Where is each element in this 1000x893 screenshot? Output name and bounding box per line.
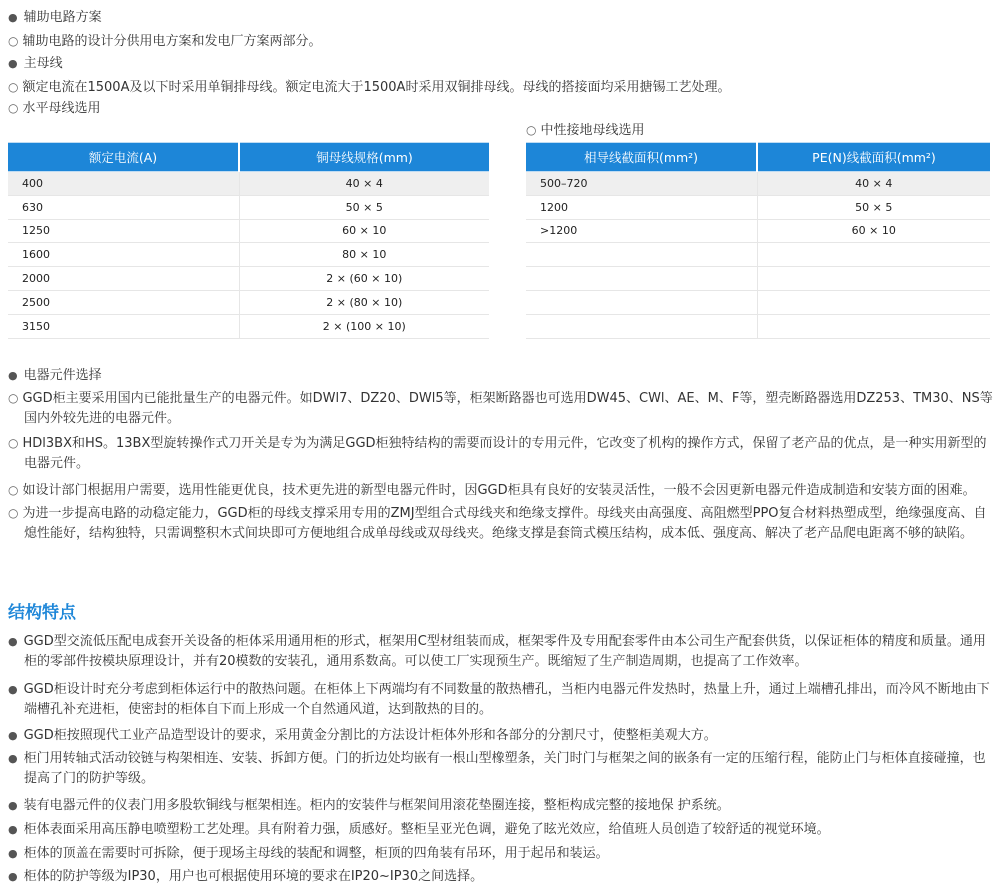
table-row — [526, 172, 990, 196]
table-cell: 40 × 4 — [757, 172, 990, 196]
components-title — [8, 366, 994, 386]
table-cell — [757, 314, 990, 338]
table-cell: 40 × 4 — [239, 172, 489, 196]
table-row — [526, 243, 990, 267]
horizontal-bus-table — [8, 142, 489, 339]
list-item — [8, 749, 994, 789]
structure-features-title: 结构特点 — [8, 603, 76, 623]
list-item — [8, 480, 994, 501]
list-item — [8, 796, 994, 816]
list-item — [8, 632, 994, 672]
list-item-text: GGD柜设计时充分考虑到柜体运行中的散热问题。在柜体上下两端均有不同数量的散热槽孔，当柜内电器元件发热时，热量上升，通过上端槽孔排出，而冷风不断地由下端槽孔补充进柜，使密封的柜体自下而上形成一个自然通风道，达到散热的目的。 — [23, 682, 990, 717]
table-cell: 50 × 5 — [239, 195, 489, 219]
list-item — [8, 503, 994, 544]
neutral-bus-table — [526, 142, 990, 339]
table-cell — [526, 243, 757, 267]
neutral-bus-caption-text: 中性接地母线选用 — [540, 123, 645, 138]
table-row — [8, 290, 489, 314]
table-cell: 630 — [8, 195, 239, 219]
table-cell: 1200 — [526, 195, 757, 219]
table-cell: 2 × (60 × 10) — [239, 267, 489, 291]
main-bus-desc-text: 额定电流在1500A及以下时采用单铜排母线。额定电流大于1500A时采用双铜排母线。母线的搭接面均采用搪锡工艺处理。 — [22, 80, 731, 95]
horizontal-bus-caption-text: 水平母线选用 — [22, 101, 101, 116]
list-item-text: 柜门用转轴式活动铰链与构架相连、安装、拆卸方便。门的折边处均嵌有一根山型橡塑条，关门时门与框架之间的嵌条有一定的压缩行程，能防止门与柜体直接碰撞，也提高了门的防护等级。 — [23, 751, 986, 786]
table-cell: 400 — [8, 172, 239, 196]
list-item-text: GGD柜主要采用国内已能批量生产的电器元件。如DWl7、DZ20、DWl5等，柜架断路器也可选用DW45、CWl、AE、M、F等，塑壳断路器选用DZ253、TM30、NS等国内外较先进的电器元件。 — [22, 391, 993, 426]
table-header-row — [526, 143, 990, 172]
list-item-text: 柜体表面采用高压静电喷塑粉工艺处理。具有附着力强，质感好。整柜呈亚光色调，避免了眩光效应，给值班人员创造了较舒适的视觉环境。 — [23, 822, 830, 837]
main-bus-title-text: 主母线 — [23, 56, 63, 71]
table-cell — [526, 267, 757, 291]
table-header-cell: 铜母线规格(mm) — [239, 143, 489, 172]
table-cell: 1600 — [8, 243, 239, 267]
table-cell — [526, 290, 757, 314]
main-bus-title — [8, 54, 994, 74]
list-item — [8, 388, 994, 429]
table-row — [8, 243, 489, 267]
table-cell: >1200 — [526, 219, 757, 243]
aux-circuit-title-text: 辅助电路方案 — [23, 10, 102, 25]
table-cell: 60 × 10 — [757, 219, 990, 243]
table-row — [526, 314, 990, 338]
table-row — [8, 267, 489, 291]
table-cell: 50 × 5 — [757, 195, 990, 219]
list-item — [8, 433, 994, 474]
table-row — [526, 267, 990, 291]
table-row — [526, 195, 990, 219]
table-header-cell: PE(N)线截面积(mm²) — [757, 143, 990, 172]
table-cell — [757, 290, 990, 314]
table-cell: 500–720 — [526, 172, 757, 196]
components-title-text: 电器元件选择 — [23, 368, 102, 383]
table-cell: 80 × 10 — [239, 243, 489, 267]
table-cell: 1250 — [8, 219, 239, 243]
aux-circuit-desc-text: 辅助电路的设计分供用电方案和发电厂方案两部分。 — [22, 34, 322, 49]
list-item-text: 柜体的顶盖在需要时可拆除，便于现场主母线的装配和调整，柜顶的四角装有吊环，用于起吊和装运。 — [23, 846, 609, 861]
table-cell — [526, 314, 757, 338]
list-item-text: GGD柜按照现代工业产品造型设计的要求，采用黄金分割比的方法设计柜体外形和各部分的分割尺寸，使整柜美观大方。 — [23, 728, 717, 743]
list-item-text: 如设计部门根据用户需要，选用性能更优良，技术更先进的新型电器元件时，因GGD柜具有良好的安装灵活性，一般不会因更新电器元件造成制造和安装方面的困难。 — [22, 483, 976, 498]
list-item-text: 柜体的防护等级为IP30，用户也可根据使用环境的要求在IP20~IP30之间选择。 — [23, 869, 484, 884]
list-item-text: 为进一步提高电路的动稳定能力，GGD柜的母线支撑采用专用的ZMJ型组合式母线夹和绝缘支撑件。母线夹由高强度、高阻燃型PPO复合材料热塑成型，绝缘强度高、自熄性能好，结构独特，只需调整积木式间块即可方便地组合成单母线或双母线夹。绝缘支撑是套筒式模压结构，成本低、强度高、解决了老产品爬电距离不够的缺陷。 — [22, 506, 987, 541]
horizontal-bus-caption — [8, 98, 994, 119]
table-row — [526, 219, 990, 243]
aux-circuit-desc — [8, 31, 994, 52]
table-row — [526, 290, 990, 314]
list-item — [8, 844, 994, 864]
table-cell: 2500 — [8, 290, 239, 314]
list-item — [8, 726, 994, 746]
list-item-text: HDl3BX和HS。13BX型旋转操作式刀开关是专为为满足GGD柜独特结构的需要而设计的专用元件，它改变了机构的操作方式，保留了老产品的优点，是一种实用新型的电器元件。 — [22, 436, 987, 471]
list-item-text: 装有电器元件的仪表门用多股软铜线与框架相连。柜内的安装件与框架间用滚花垫圈连接，整柜构成完整的接地保 护系统。 — [23, 798, 730, 813]
list-item-text: GGD型交流低压配电成套开关设备的柜体采用通用柜的形式，框架用C型材组装而成，框架零件及专用配套零件由本公司生产配套供货，以保证柜体的精度和质量。通用柜的零部件按模块原理设计，并有20模数的安装孔，通用系数高。可以使工厂实现预生产。既缩短了生产制造周期，也提高了工作效率。 — [23, 634, 986, 669]
list-item — [8, 820, 994, 840]
table-row — [8, 195, 489, 219]
table-header-cell: 相导线截面积(mm²) — [526, 143, 757, 172]
table-cell: 60 × 10 — [239, 219, 489, 243]
table-row — [8, 219, 489, 243]
table-cell — [757, 243, 990, 267]
neutral-bus-caption — [526, 120, 645, 141]
aux-circuit-title — [8, 8, 994, 28]
table-header-cell: 额定电流(A) — [8, 143, 239, 172]
main-bus-desc — [8, 77, 994, 98]
list-item — [8, 867, 994, 887]
table-row — [8, 314, 489, 338]
table-header-row — [8, 143, 489, 172]
table-cell: 2000 — [8, 267, 239, 291]
table-row — [8, 172, 489, 196]
table-cell: 2 × (80 × 10) — [239, 290, 489, 314]
list-item — [8, 680, 994, 720]
table-cell: 2 × (100 × 10) — [239, 314, 489, 338]
table-cell — [757, 267, 990, 291]
table-cell: 3150 — [8, 314, 239, 338]
